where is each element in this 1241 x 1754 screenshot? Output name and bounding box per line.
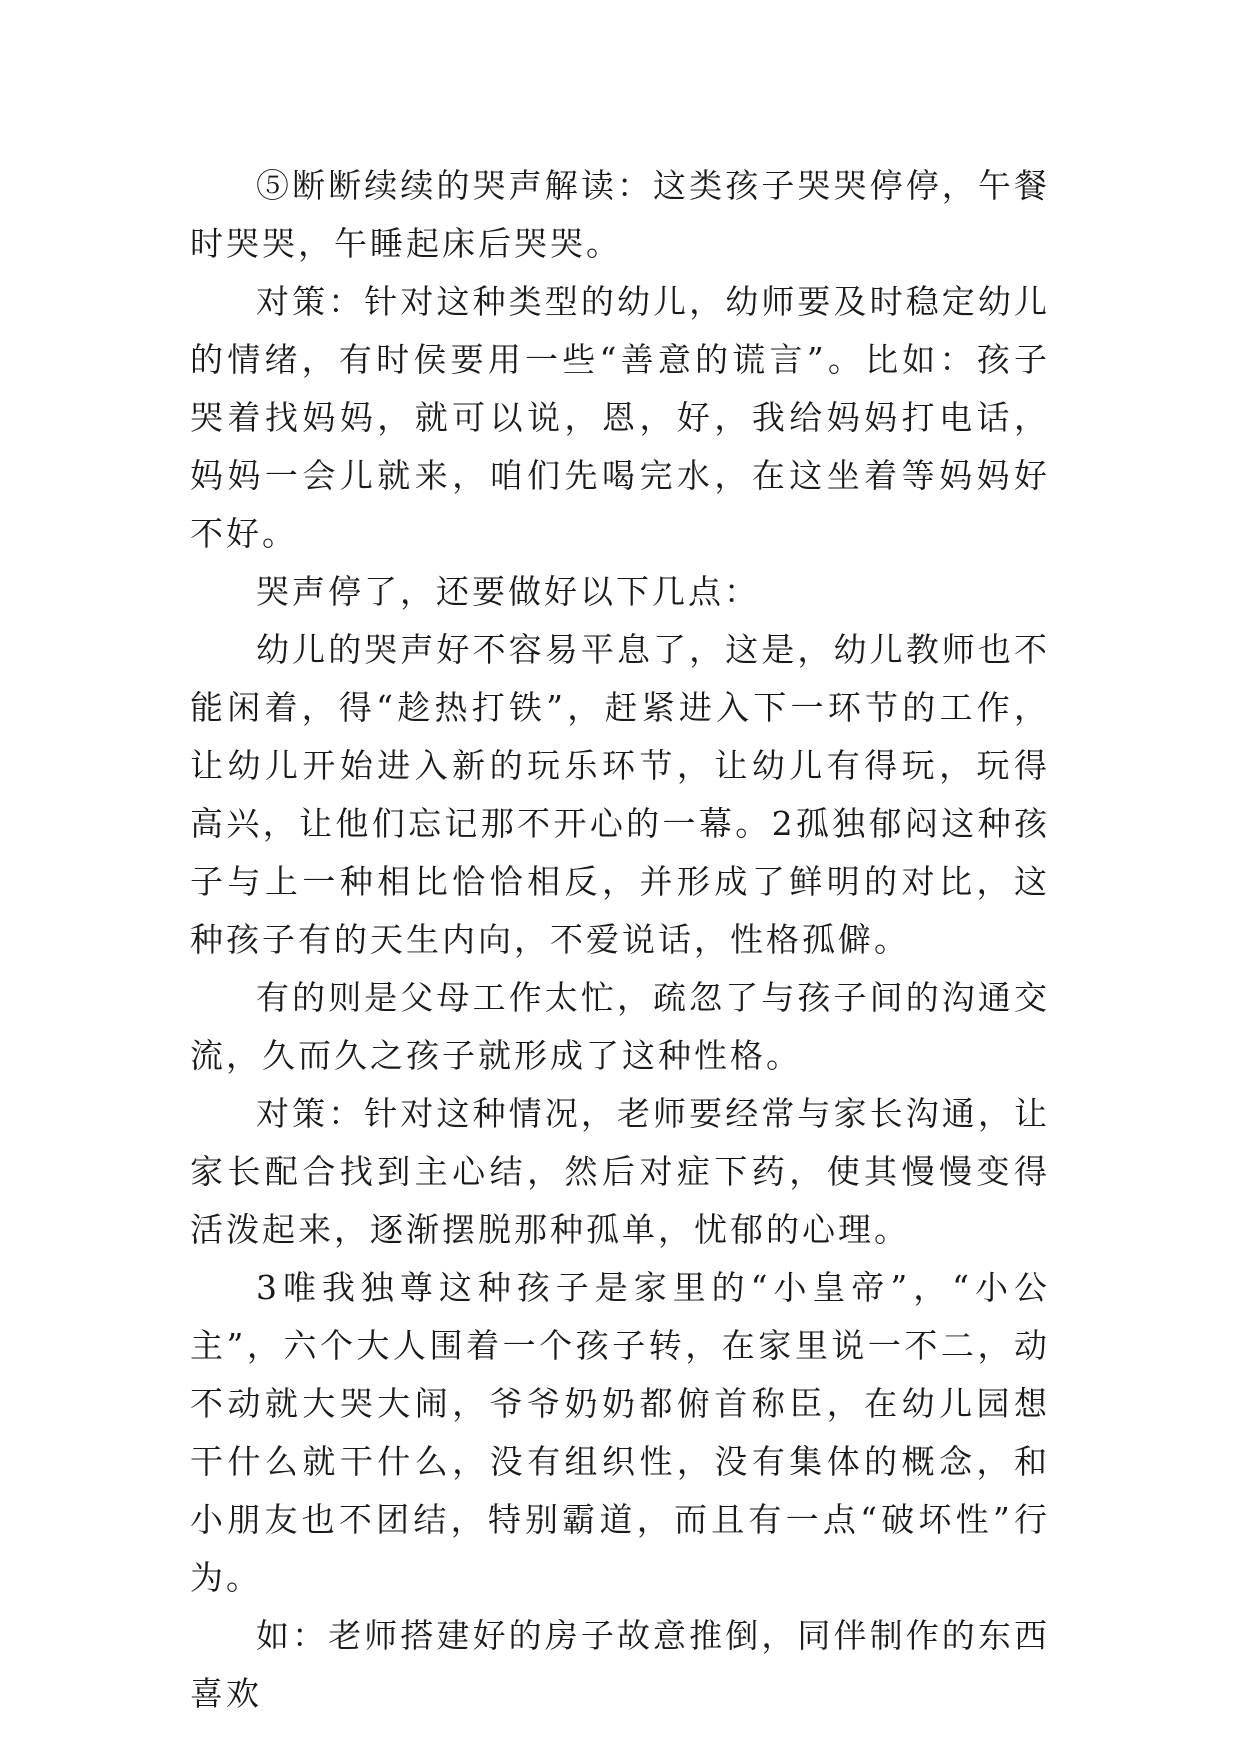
paragraph-strategy-communication: 对策：针对这种情况，老师要经常与家长沟通，让家长配合找到主心结，然后对症下药，使其慢慢变得活泼起来，逐渐摆脱那种孤单，忧郁的心理。 [190, 1094, 1050, 1249]
document-body [190, 157, 1050, 1723]
paragraph-lonely-child: 幼儿的哭声好不容易平息了，这是，幼儿教师也不能闲着，得“趁热打铁”，赶紧进入下一环节的工作，让幼儿开始进入新的玩乐环节，让幼儿有得玩，玩得高兴，让他们忘记那不开心的一幕。2孤独郁闷这种孩子与上一种相比恰恰相反，并形成了鲜明的对比，这种孩子有的天生内向，不爱说话，性格孤僻。 [190, 630, 1050, 959]
paragraph-strategy-white-lie: 对策：针对这种类型的幼儿，幼师要及时稳定幼儿的情绪，有时侯要用一些“善意的谎言”。比如：孩子哭着找妈妈，就可以说，恩，好，我给妈妈打电话，妈妈一会儿就来，咱们先喝完水，在这坐着等妈妈好不好。 [190, 282, 1050, 553]
paragraph-spoiled-child: 3唯我独尊这种孩子是家里的“小皇帝”，“小公主”，六个大人围着一个孩子转，在家里说一不二，动不动就大哭大闹，爷爷奶奶都俯首称臣，在幼儿园想干什么就干什么，没有组织性，没有集体的概念，和小朋友也不团结，特别霸道，而且有一点“破坏性”行为。 [190, 1268, 1050, 1597]
paragraph-example: 如：老师搭建好的房子故意推倒，同伴制作的东西喜欢 [190, 1616, 1050, 1713]
paragraph-crying-intermittent: ⑤断断续续的哭声解读：这类孩子哭哭停停，午餐时哭哭，午睡起床后哭哭。 [190, 166, 1050, 263]
paragraph-after-crying: 哭声停了，还要做好以下几点： [256, 572, 760, 611]
paragraph-busy-parents: 有的则是父母工作太忙，疏忽了与孩子间的沟通交流，久而久之孩子就形成了这种性格。 [190, 978, 1050, 1075]
